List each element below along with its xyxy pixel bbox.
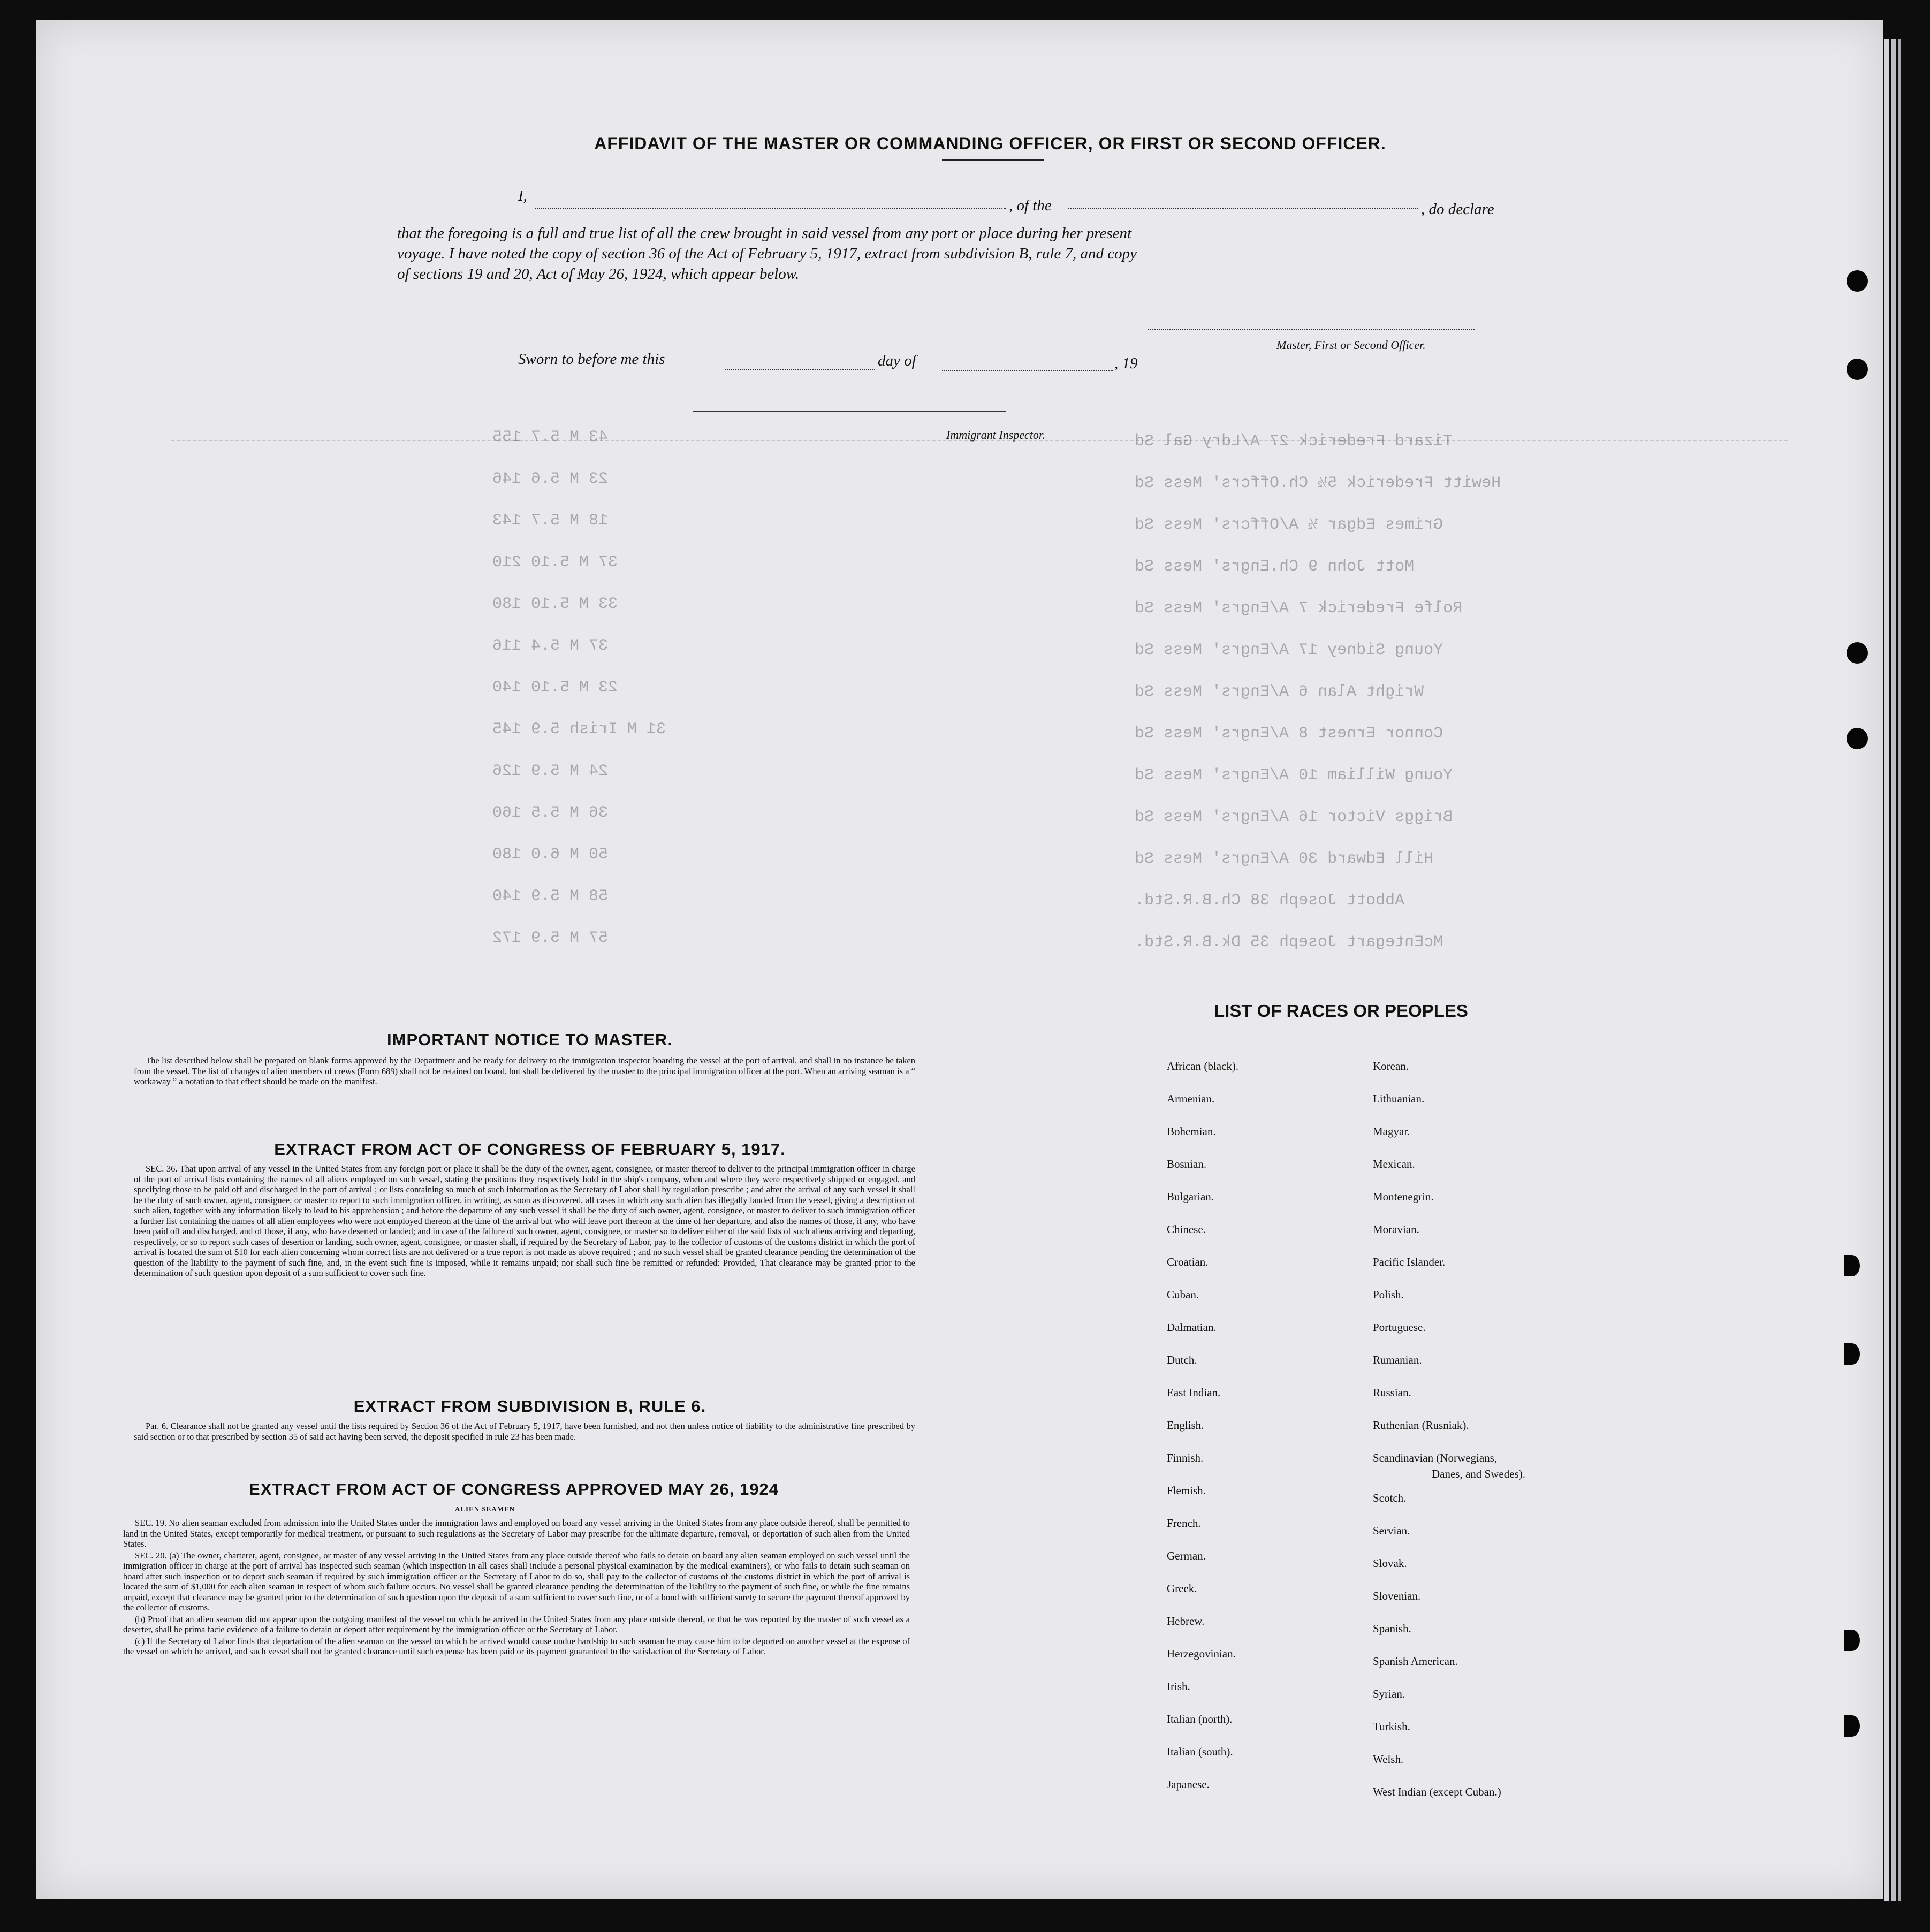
race-item: Montenegrin. <box>1373 1190 1434 1203</box>
race-item: Moravian. <box>1373 1223 1419 1236</box>
race-item: Portuguese. <box>1373 1321 1426 1334</box>
notice-paragraph: The list described below shall be prepared on blank forms approved by the Department and be ready for delivery to the immigration inspector boarding the vessel at the port of arrival, and shall in no instance be taken from the vessel. The list of changes of alien members of crews (Form 689) shall not be retained on board, but shall be delivered by the master to the principal immigration officer at the port. When an arriving seaman is a “ workaway ” a notation to that effect should be made on the manifest. <box>134 1055 915 1086</box>
race-item: Servian. <box>1373 1524 1410 1537</box>
race-item: Turkish. <box>1373 1720 1410 1733</box>
rule-6-heading: EXTRACT FROM SUBDIVISION B, RULE 6. <box>353 1397 706 1416</box>
race-item: Pacific Islander. <box>1373 1256 1446 1268</box>
race-item: Greek. <box>1167 1582 1197 1595</box>
race-item: Finnish. <box>1167 1451 1204 1464</box>
race-item: Magyar. <box>1373 1125 1410 1138</box>
race-item: Italian (south). <box>1167 1745 1233 1758</box>
race-item: Syrian. <box>1373 1687 1405 1700</box>
rule-6-text <box>134 1421 915 1443</box>
race-item: Scandinavian (Norwegians, <box>1373 1451 1498 1464</box>
section-36-paragraph: SEC. 36. That upon arrival of any vessel in the United States from any foreign port or place it shall be the duty of the owner, agent, consignee, or master thereof to deliver to the principal immigration officer in charge of the port of arrival lists containing the names of all aliens employed on such vessel, stating the positions they respectively hold in the ship's company, when and where they were respectively shipped or engaged, and specifying those to be paid off and discharged in the port of arrival ; or lists containing so much of such information as the Secretary of Labor shall by regulation prescribe ; and after the arrival of any such vessel it shall be the duty of such owner, agent, consignee, or master to report to such immigration officer, in writing, as soon as discovered, all cases in which any such alien has illegally landed from the vessel, giving a description of such alien, together with any information likely to lead to his apprehension ; and before the departure of any such vessel it shall be the duty of such owner, agent, consignee, or master to deliver to such immigration officer a further list containing the names of all alien employees who were not employed thereon at the time of the arrival but who will leave port thereon at the time of her departure, and also the names of those, if any, who have been paid off and discharged, and of those, if any, who have deserted or landed; and in case of the failure of such owner, agent, consignee, or master so to deliver either of the said lists of such aliens arriving and departing, respectively, or so to report such cases of desertion or landing, such owner, agent, consignee, or master shall, if required by the Secretary of Labor, pay to the collector of customs of the customs district in which the port of arrival is located the sum of $10 for each alien concerning whom correct lists are not delivered or a true report is not made as above required ; and no such vessel shall be granted clearance pending the determination of the question of the liability to the payment of such fine, and, in the event such fine is imposed, while it remains unpaid; nor shall such fine be remitted or refunded: Provided, That clearance may be granted prior to the determination of such question upon deposit of a sum sufficient to cover such fine. <box>134 1163 915 1278</box>
rule-6-paragraph: Par. 6. Clearance shall not be granted any vessel until the lists required by Section 36 of the Act of February 5, 1917, have been furnished, and not then unless notice of liability to the administrative fine prescribed by said section or to that prescribed by section 35 of said act having been served, the deposit specified in rule 23 has been made. <box>134 1421 915 1442</box>
race-item: African (black). <box>1167 1060 1239 1073</box>
sworn-month-blank[interactable] <box>942 370 1113 371</box>
race-item: French. <box>1167 1517 1201 1530</box>
section-20c-paragraph: (c) If the Secretary of Labor finds that deportation of the alien seaman on the vessel on which he arrived would cause undue hardship to such seaman he may cause him to be deported on another vessel at the expense of the vessel on which he arrived, and such vessel shall not be granted clearance until such expense has been paid or its payment guaranteed to the satisfaction of the Secretary of Labor. <box>123 1636 910 1656</box>
sworn-label: Sworn to before me this <box>518 351 665 368</box>
declaration-text-3: of sections 19 and 20, Act of May 26, 1924, which appear below. <box>397 265 800 283</box>
affidavit-title: AFFIDAVIT OF THE MASTER OR COMMANDING OFFICER, OR FIRST OR SECOND OFFICER. <box>594 134 1386 153</box>
race-item: Cuban. <box>1167 1288 1199 1301</box>
race-item: Chinese. <box>1167 1223 1206 1236</box>
race-item: Hebrew. <box>1167 1615 1205 1627</box>
race-item: Mexican. <box>1373 1158 1415 1170</box>
of-the-label: , of the <box>1009 197 1052 214</box>
race-item: Irish. <box>1167 1680 1190 1693</box>
extract-1917-text <box>134 1163 915 1280</box>
punch-hole-icon <box>1844 1343 1860 1365</box>
title-underline <box>942 159 1044 161</box>
punch-hole-icon <box>1847 728 1868 749</box>
race-item: Slovak. <box>1373 1557 1407 1570</box>
race-item: Italian (north). <box>1167 1713 1233 1725</box>
race-item: German. <box>1167 1549 1206 1562</box>
notice-text <box>134 1055 915 1088</box>
notice-heading: IMPORTANT NOTICE TO MASTER. <box>387 1030 673 1049</box>
race-item: Lithuanian. <box>1373 1092 1425 1105</box>
do-declare-label: , do declare <box>1421 201 1494 218</box>
race-item: Danes, and Swedes). <box>1432 1467 1525 1480</box>
race-item: Dalmatian. <box>1167 1321 1217 1334</box>
extract-1917-heading: EXTRACT FROM ACT OF CONGRESS OF FEBRUARY 5, 1917. <box>274 1140 786 1159</box>
name-blank[interactable] <box>535 208 1006 209</box>
section-20a-paragraph: SEC. 20. (a) The owner, charterer, agent, consignee, or master of any vessel arriving in the United States from any place outside thereof who fails to detain on board any alien seaman employed on such vessel until the immigration officer in charge at the port of arrival has inspected such seaman (which inspection in all cases shall include a personal physical examination by the medical examiners), or who fails to detain such seaman on board after such inspection or to deport such seaman if required by such immigration officer or the Secretary of Labor to do so, shall pay to the collector of customs of the customs district in which the port of arrival is located the sum of $1,000 for each alien seaman in respect of whom such failure occurs. No vessel shall be granted clearance pending the determination of the liability to the payment of such fine, or while the fine remains unpaid, except that clearance may be granted prior to the determination of such question upon the deposit of a sum sufficient to cover such fine, or of a bond with sufficient surety to secure the payment thereof approved by the collector of customs. <box>123 1550 910 1612</box>
race-item: Dutch. <box>1167 1353 1197 1366</box>
race-item: Rumanian. <box>1373 1353 1422 1366</box>
master-signature-blank[interactable] <box>1148 329 1475 330</box>
page-edge <box>1891 39 1896 1901</box>
race-item: Korean. <box>1373 1060 1409 1073</box>
punch-hole-icon <box>1847 642 1868 664</box>
punch-hole-icon <box>1844 1630 1860 1651</box>
race-item: Flemish. <box>1167 1484 1206 1497</box>
inspector-signature-blank[interactable] <box>693 411 1006 412</box>
declaration-i-label: I, <box>518 187 527 204</box>
extract-1924-heading: EXTRACT FROM ACT OF CONGRESS APPROVED MAY 26, 1924 <box>249 1480 779 1499</box>
race-item: Scotch. <box>1373 1492 1407 1504</box>
inspector-caption: Immigrant Inspector. <box>946 428 1045 442</box>
section-20b-paragraph: (b) Proof that an alien seaman did not appear upon the outgoing manifest of the vessel on which he arrived in the United States from any place outside thereof, or that he was reported by the master of such vessel as a deserter, shall be prima facie evidence of a failure to detain or deport after requirement by the immigration officer or the Secretary of Labor. <box>123 1614 910 1634</box>
punch-hole-icon <box>1844 1255 1860 1276</box>
declaration-text-2: voyage. I have noted the copy of section 36 of the Act of February 5, 1917, extract from subdivision B, rule 7, and copy <box>397 245 1137 262</box>
races-heading: LIST OF RACES OR PEOPLES <box>1214 1001 1468 1021</box>
page-edge <box>1898 39 1901 1901</box>
sworn-day-blank[interactable] <box>725 369 875 370</box>
race-item: Bosnian. <box>1167 1158 1207 1170</box>
year-label: , 19 <box>1114 355 1138 372</box>
master-caption: Master, First or Second Officer. <box>1276 338 1426 352</box>
race-item: Spanish American. <box>1373 1655 1458 1668</box>
race-item: Bohemian. <box>1167 1125 1216 1138</box>
punch-hole-icon <box>1844 1715 1860 1737</box>
race-item: East Indian. <box>1167 1386 1221 1399</box>
race-item: Russian. <box>1373 1386 1411 1399</box>
race-item: Herzegovinian. <box>1167 1647 1236 1660</box>
race-item: West Indian (except Cuban.) <box>1373 1785 1501 1798</box>
punch-hole-icon <box>1847 359 1868 380</box>
punch-hole-icon <box>1847 270 1868 292</box>
page-edge <box>1884 39 1889 1901</box>
race-item: Japanese. <box>1167 1778 1210 1791</box>
race-item: Polish. <box>1373 1288 1404 1301</box>
alien-seamen-subheading: ALIEN SEAMEN <box>455 1505 515 1513</box>
race-item: Ruthenian (Rusniak). <box>1373 1419 1469 1432</box>
race-item: Slovenian. <box>1373 1589 1421 1602</box>
race-item: Spanish. <box>1373 1622 1411 1635</box>
section-19-paragraph: SEC. 19. No alien seaman excluded from admission into the United States under the immigration laws and employed on board any vessel arriving in the United States from any place outside thereof, shall be permitted to land in the United States, except temporarily for medical treatment, or pursuant to such regulations as the Secretary of Labor may prescribe for the ultimate departure, removal, or deportation of such alien from the United States. <box>123 1518 910 1549</box>
vessel-blank[interactable] <box>1068 208 1418 209</box>
race-item: Armenian. <box>1167 1092 1215 1105</box>
race-item: English. <box>1167 1419 1204 1432</box>
race-item: Welsh. <box>1373 1753 1404 1766</box>
declaration-text-1: that the foregoing is a full and true list of all the crew brought in said vessel from any port or place during her present <box>397 225 1132 242</box>
race-item: Bulgarian. <box>1167 1190 1214 1203</box>
extract-1924-text <box>123 1518 910 1658</box>
race-item: Croatian. <box>1167 1256 1209 1268</box>
day-of-label: day of <box>878 352 916 369</box>
